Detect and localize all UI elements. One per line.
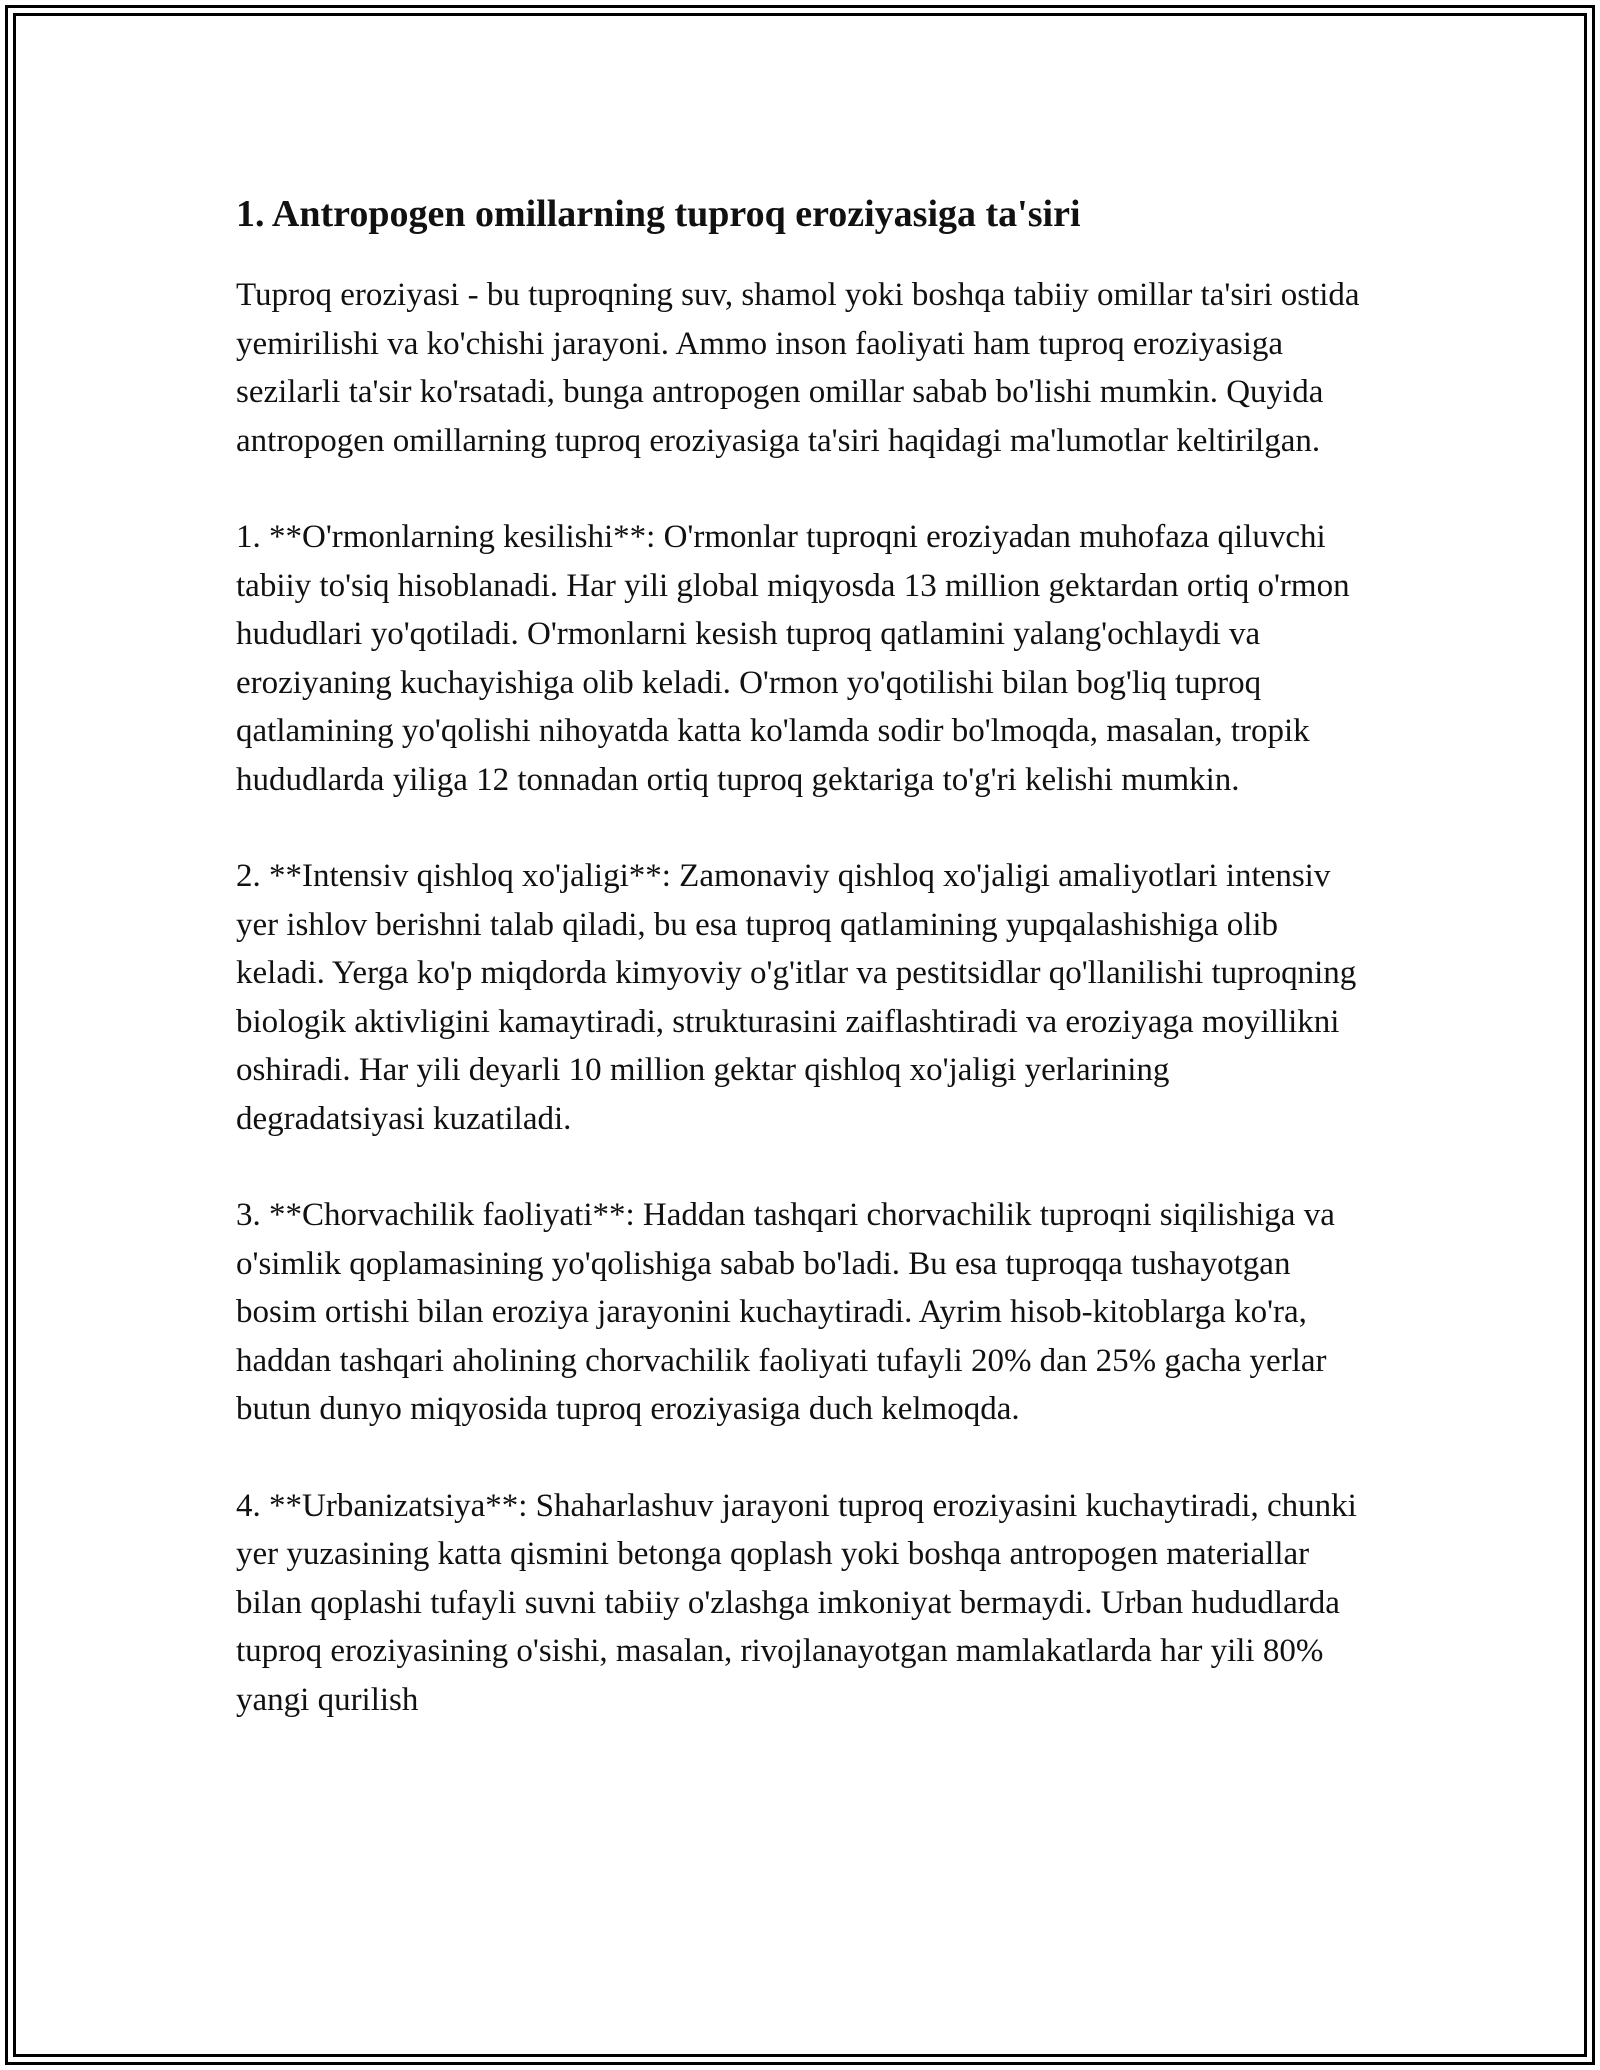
intro-paragraph: Tuproq eroziyasi - bu tuproqning suv, shamol yoki boshqa tabiiy omillar ta'siri ostida yemirilishi va ko'chishi jarayoni. Ammo inson faoliyati ham tuproq eroziyasiga sezilarli ta'sir ko'rsatadi, bunga antropogen omillar sabab bo'lishi mumkin. Quyida antropogen omillarning tuproq eroziyasiga ta'siri haqidagi ma'lumotlar keltirilgan.: [236, 277, 1360, 459]
list-item-deforestation: 1. **O'rmonlarning kesilishi**: O'rmonlar tuproqni eroziyadan muhofaza qiluvchi tabiiy to'siq hisoblanadi. Har yili global miqyosda 13 million gektardan ortiq o'rmon hududlari yo'qotiladi. O'rmonlarni kesish tuproq qatlamini yalang'ochlaydi va eroziyaning kuchayishiga olib keladi. O'rmon yo'qotilishi bilan bog'liq tuproq qatlamining yo'qolishi nihoyatda katta ko'lamda sodir bo'lmoqda, masalan, tropik hududlarda yiliga 12 tonnadan ortiq tuproq gektariga to'g'ri kelishi mumkin.: [236, 519, 1350, 798]
list-item-livestock: 3. **Chorvachilik faoliyati**: Haddan tashqari chorvachilik tuproqni siqilishiga va o'simlik qoplamasining yo'qolishiga sabab bo'ladi. Bu esa tuproqqa tushayotgan bosim ortishi bilan eroziya jarayonini kuchaytiradi. Ayrim hisob-kitoblarga ko'ra, haddan tashqari aholining chorvachilik faoliyati tufayli 20% dan 25% gacha yerlar butun dunyo miqyosida tuproq eroziyasiga duch kelmoqda.: [236, 1197, 1335, 1427]
document-title: 1. Antropogen omillarning tuproq eroziyasiga ta'siri: [236, 193, 1081, 235]
document-page: [236, 185, 1366, 1724]
list-item-urbanization: 4. **Urbanizatsiya**: Shaharlashuv jarayoni tuproq eroziyasini kuchaytiradi, chunki yer yuzasining katta qismini betonga qoplash yoki boshqa antropogen materiallar bilan qoplashi tufayli suvni tabiiy o'zlashga imkoniyat bermaydi. Urban hududlarda tuproq eroziyasining o'sishi, masalan, rivojlanayotgan mamlakatlarda har yili 80% yangi qurilish: [236, 1487, 1357, 1718]
list-item-intensive-agriculture: 2. **Intensiv qishloq xo'jaligi**: Zamonaviy qishloq xo'jaligi amaliyotlari intensiv yer ishlov berishni talab qiladi, bu esa tuproq qatlamining yupqalashishiga olib keladi. Yerga ko'p miqdorda kimyoviy o'g'itlar va pestitsidlar qo'llanilishi tuproqning biologik aktivligini kamaytiradi, strukturasini zaiflashtiradi va eroziyaga moyillikni oshiradi. Har yili deyarli 10 million gektar qishloq xo'jaligi yerlarining degradatsiyasi kuzatiladi.: [236, 858, 1357, 1137]
